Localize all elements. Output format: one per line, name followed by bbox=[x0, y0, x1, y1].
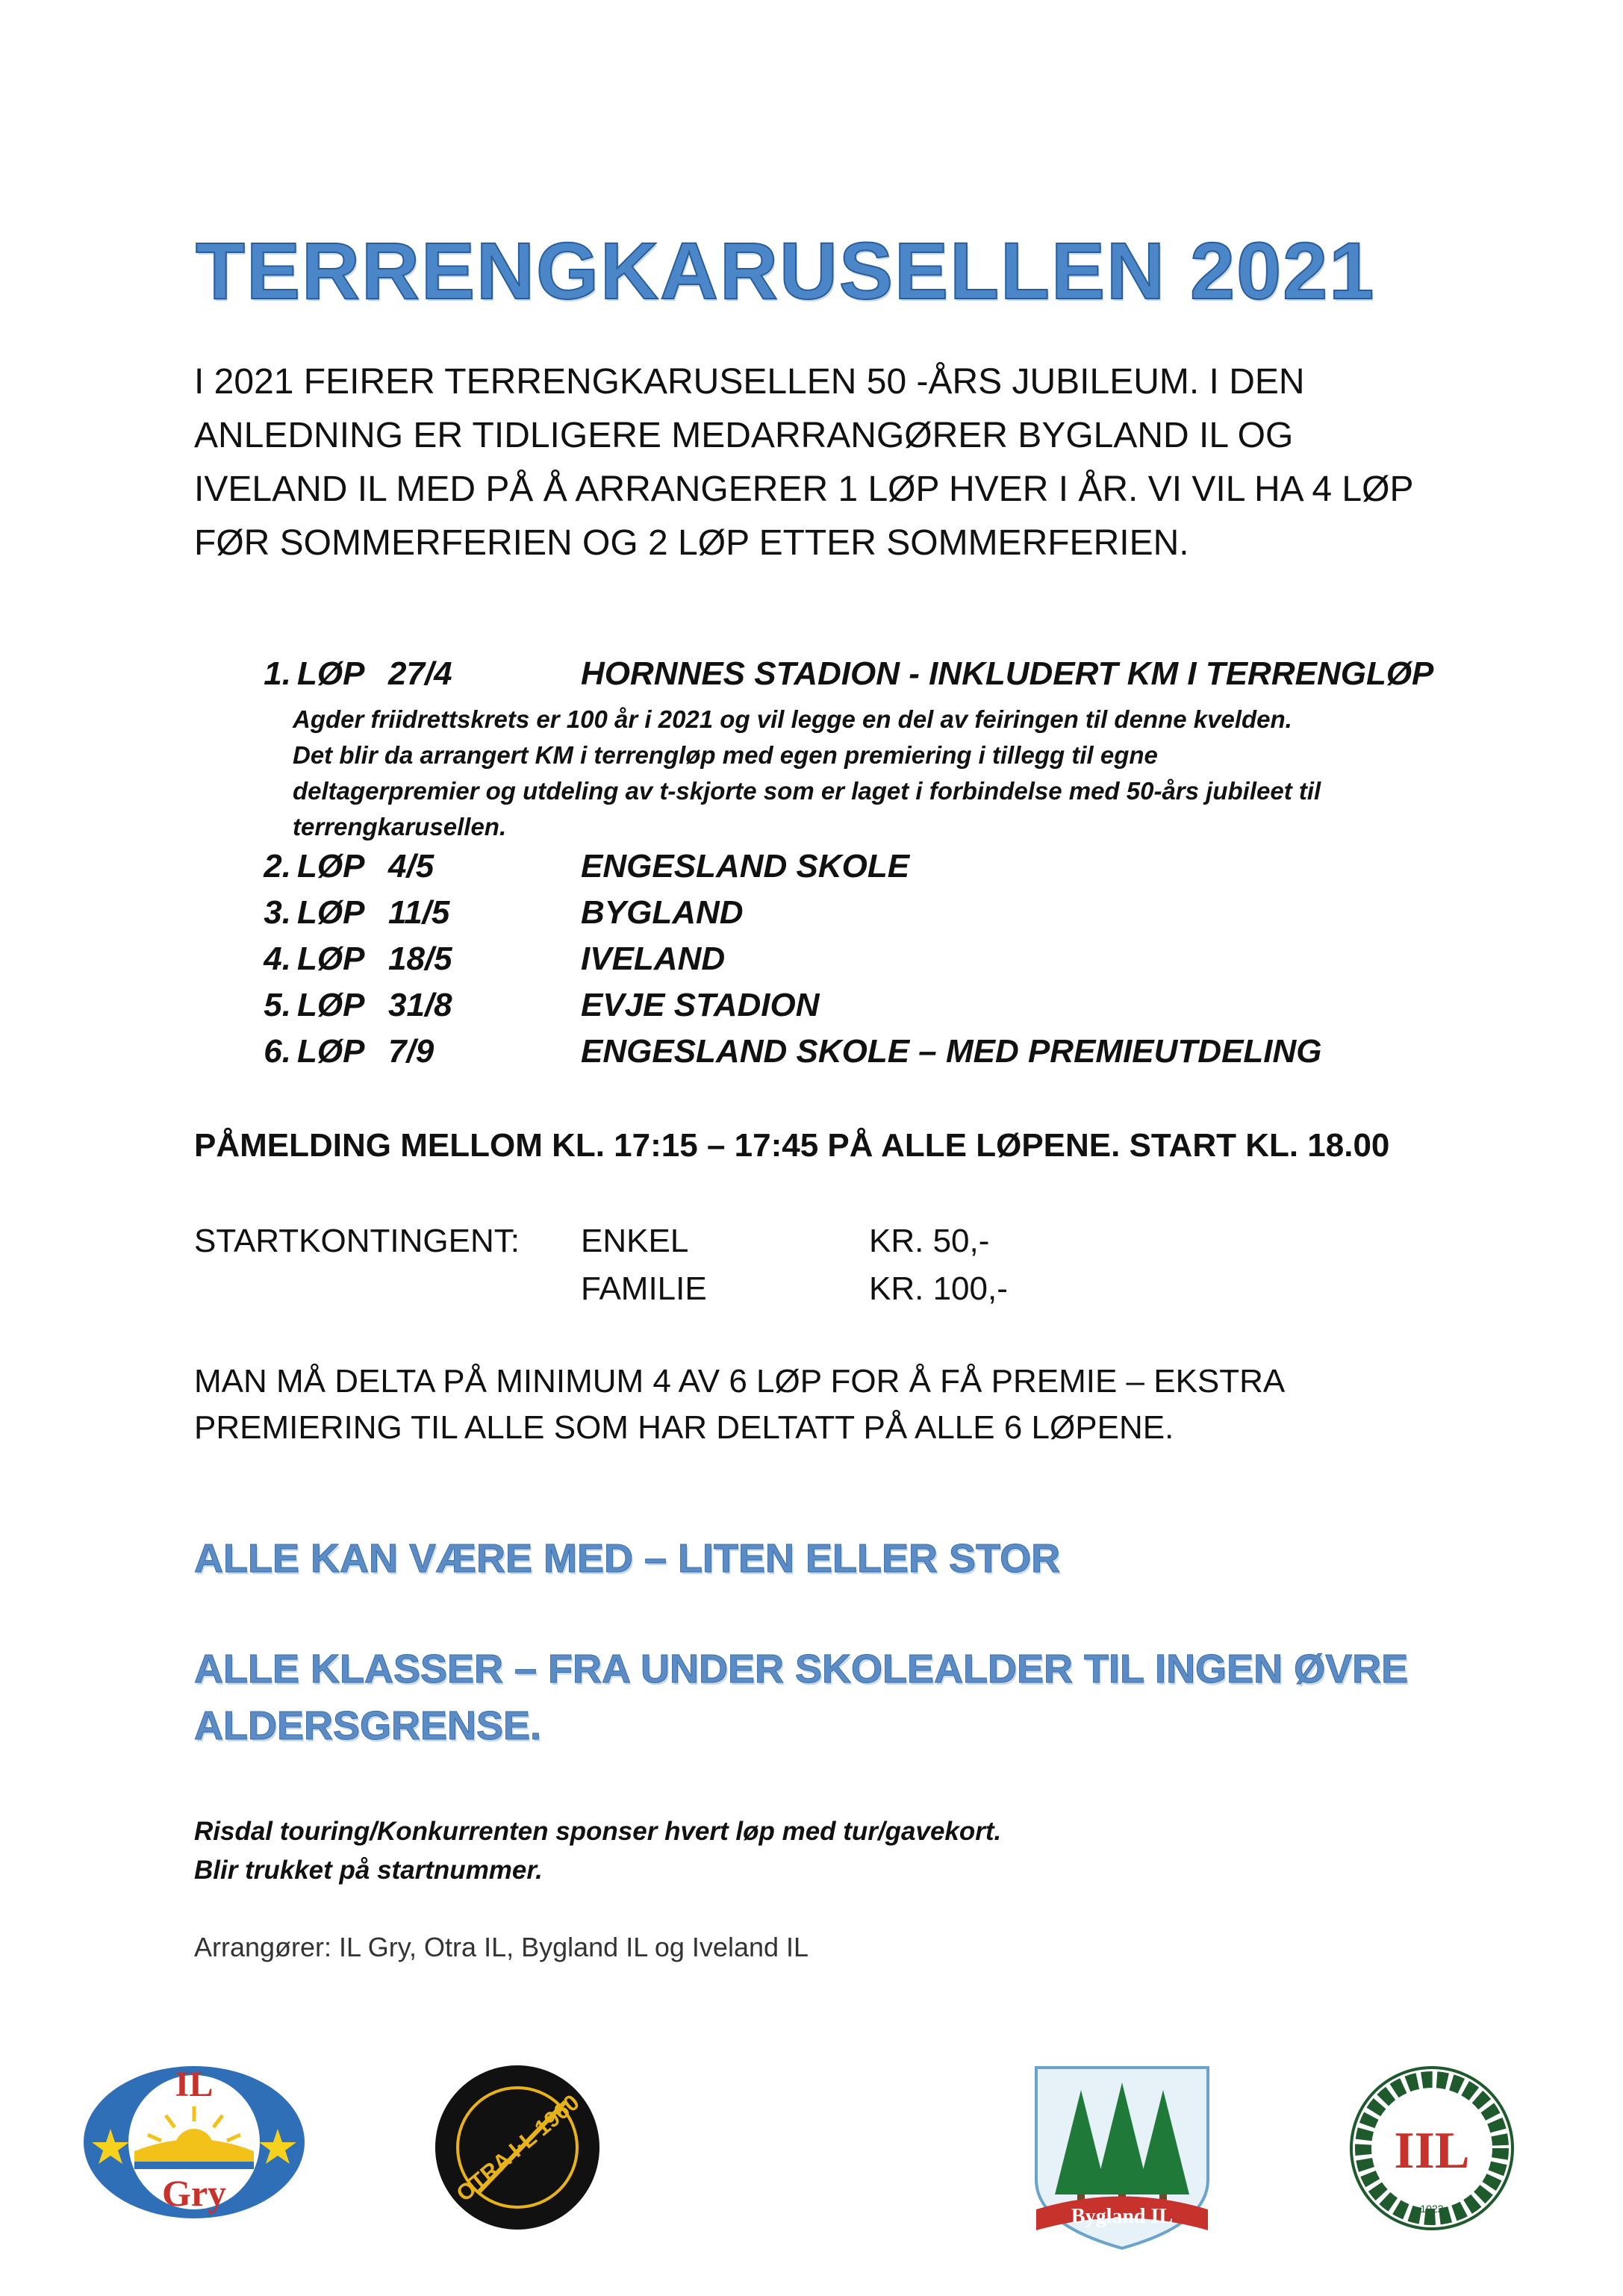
slogan-classes bbox=[194, 1641, 1408, 1754]
race-item-5 bbox=[246, 987, 1515, 1033]
race-date: 4/5 bbox=[388, 848, 434, 885]
race-label: LØP bbox=[297, 1033, 365, 1070]
race-item-3 bbox=[246, 894, 1515, 940]
rule-line: PREMIERING TIL ALLE SOM HAR DELTATT PÅ ALLE 6 LØPENE. bbox=[194, 1409, 1174, 1446]
intro-line: ANLEDNING ER TIDLIGERE MEDARRANGØRER BYGLAND IL OG bbox=[194, 416, 1294, 455]
race-number: 4. bbox=[264, 940, 291, 977]
race-place: ENGESLAND SKOLE bbox=[581, 848, 910, 885]
organizers: Arrangører: IL Gry, Otra IL, Bygland IL og Iveland IL bbox=[194, 1932, 809, 1962]
fee-type-family: FAMILIE bbox=[581, 1270, 707, 1307]
bygland-il-logo bbox=[1021, 2053, 1223, 2254]
gry-logo-top: IL bbox=[175, 2065, 214, 2104]
slogan-line: ALLE KLASSER – FRA UNDER SKOLEALDER TIL INGEN ØVRE bbox=[194, 1647, 1409, 1691]
note-line: Agder friidrettskrets er 100 år i 2021 og vil legge en del av feiringen til denne kvelden. bbox=[293, 705, 1292, 733]
race-item-4 bbox=[246, 940, 1515, 987]
page-title: TERRENGKARUSELLEN 2021 bbox=[196, 225, 1376, 316]
race-label: LØP bbox=[297, 940, 365, 977]
race-date: 18/5 bbox=[388, 940, 452, 977]
intro-line: IVELAND IL MED PÅ Å ARRANGERER 1 LØP HVER I ÅR. VI VIL HA 4 LØP bbox=[194, 470, 1414, 509]
race-date: 27/4 bbox=[388, 655, 452, 692]
race-number: 6. bbox=[264, 1033, 291, 1070]
prize-rule bbox=[194, 1358, 1285, 1451]
sponsor-line: Blir trukket på startnummer. bbox=[194, 1856, 543, 1885]
race-item-6 bbox=[246, 1033, 1515, 1079]
note-line: deltagerpremier og utdeling av t-skjorte som er laget i forbindelse med 50-års jubileet til bbox=[293, 777, 1321, 805]
fee-price-family: KR. 100,- bbox=[869, 1270, 1008, 1307]
rule-line: MAN MÅ DELTA PÅ MINIMUM 4 AV 6 LØP FOR Å FÅ PREMIE – EKSTRA bbox=[194, 1363, 1286, 1400]
iveland-logo-year: 1922 bbox=[1420, 2203, 1444, 2215]
fee-price-single: KR. 50,- bbox=[869, 1223, 990, 1259]
race-number: 5. bbox=[264, 987, 291, 1023]
race-number: 1. bbox=[264, 655, 291, 692]
intro-paragraph bbox=[194, 355, 1478, 570]
race-label: LØP bbox=[297, 894, 365, 931]
fee-label: STARTKONTINGENT: bbox=[194, 1223, 520, 1259]
race-date: 7/9 bbox=[388, 1033, 434, 1070]
slogan-line: ALDERSGRENSE. bbox=[194, 1703, 542, 1748]
slogan-everyone: ALLE KAN VÆRE MED – LITEN ELLER STOR bbox=[194, 1536, 1061, 1581]
race-1-note bbox=[293, 702, 1321, 845]
sponsor-info bbox=[194, 1812, 1001, 1890]
race-date: 11/5 bbox=[388, 894, 450, 931]
race-place: IVELAND bbox=[581, 940, 726, 977]
race-item-2 bbox=[246, 848, 1515, 894]
intro-line: I 2021 FEIRER TERRENGKARUSELLEN 50 -ÅRS JUBILEUM. I DEN bbox=[194, 362, 1305, 402]
race-number: 2. bbox=[264, 848, 291, 885]
race-number: 3. bbox=[264, 894, 291, 931]
gry-logo-bottom: Gry bbox=[161, 2172, 227, 2214]
race-place: ENGESLAND SKOLE – MED PREMIEUTDELING bbox=[581, 1033, 1322, 1070]
otra-logo-text: OTRA I·L 1960 bbox=[452, 2090, 585, 2207]
race-item-1 bbox=[246, 655, 1515, 702]
otra-il-logo bbox=[434, 2065, 600, 2230]
il-gry-logo bbox=[82, 2053, 306, 2224]
race-label: LØP bbox=[297, 987, 365, 1023]
note-line: terrengkarusellen. bbox=[293, 813, 507, 840]
race-date: 31/8 bbox=[388, 987, 452, 1023]
race-place: EVJE STADION bbox=[581, 987, 820, 1023]
iveland-logo-text: IIL bbox=[1394, 2122, 1470, 2180]
sponsor-line: Risdal touring/Konkurrenten sponser hvert løp med tur/gavekort. bbox=[194, 1817, 1002, 1846]
bygland-logo-text: Bygland IL bbox=[1071, 2205, 1174, 2228]
iveland-il-logo bbox=[1350, 2066, 1514, 2230]
race-label: LØP bbox=[297, 848, 365, 885]
race-place: BYGLAND bbox=[581, 894, 744, 931]
note-line: Det blir da arrangert KM i terrengløp med egen premiering i tillegg til egne bbox=[293, 741, 1158, 769]
race-place: HORNNES STADION - INKLUDERT KM I TERRENGLØP bbox=[581, 655, 1434, 692]
intro-line: FØR SOMMERFERIEN OG 2 LØP ETTER SOMMERFERIEN. bbox=[194, 523, 1189, 563]
fee-type-single: ENKEL bbox=[581, 1223, 689, 1259]
race-label: LØP bbox=[297, 655, 365, 692]
registration-info: PÅMELDING MELLOM KL. 17:15 – 17:45 PÅ ALLE LØPENE. START KL. 18.00 bbox=[194, 1127, 1390, 1164]
